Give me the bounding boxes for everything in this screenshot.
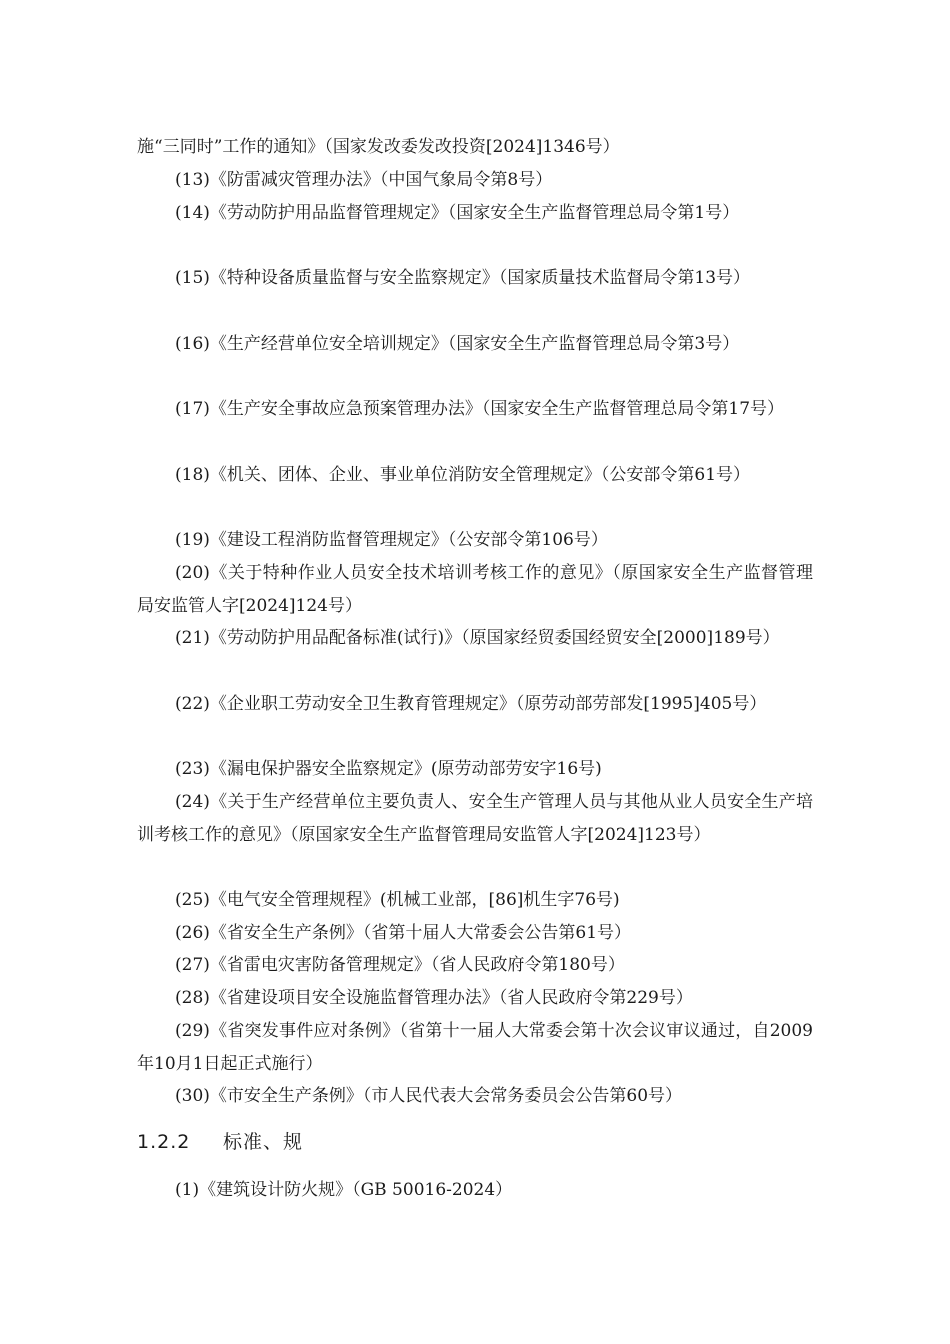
regulation-item-29: (29)《省突发事件应对条例》（省第十一届人大常委会第十次会议审议通过，自2009年10月1日起正式施行）	[137, 1021, 813, 1074]
regulation-item-16: (16)《生产经营单位安全培训规定》（国家安全生产监督管理总局令第3号）	[175, 334, 740, 354]
regulation-item-23: (23)《漏电保护器安全监察规定》(原劳动部劳安字16号)	[175, 759, 602, 779]
regulation-item-14: (14)《劳动防护用品监督管理规定》（国家安全生产监督管理总局令第1号）	[175, 203, 740, 223]
regulation-item-22: (22)《企业职工劳动安全卫生教育管理规定》（原劳动部劳部发[1995]405号）	[175, 694, 767, 714]
section-number: 1.2.2	[137, 1131, 191, 1153]
regulation-item-27: (27)《省雷电灾害防备管理规定》（省人民政府令第180号）	[175, 955, 625, 975]
regulation-item-20: (20)《关于特种作业人员安全技术培训考核工作的意见》（原国家安全生产监督管理局安监管人字[2024]124号）	[137, 563, 813, 616]
regulation-item-30: (30)《市安全生产条例》（市人民代表大会常务委员会公告第60号）	[175, 1086, 683, 1106]
section-title: 标准、规	[223, 1131, 304, 1153]
regulation-item-18: (18)《机关、团体、企业、事业单位消防安全管理规定》（公安部令第61号）	[175, 465, 751, 485]
regulation-item-19: (19)《建设工程消防监督管理规定》（公安部令第106号）	[175, 530, 608, 550]
standard-item-1: (1)《建筑设计防火规》（GB 50016-2024）	[175, 1180, 513, 1200]
regulation-item-24: (24)《关于生产经营单位主要负责人、安全生产管理人员与其他从业人员安全生产培训考核工作的意见》（原国家安全生产监督管理局安监管人字[2024]123号）	[137, 792, 813, 845]
regulation-item-21: (21)《劳动防护用品配备标准(试行)》（原国家经贸委国经贸安全[2000]189号）	[175, 628, 780, 648]
regulation-item-13: (13)《防雷减灾管理办法》（中国气象局令第8号）	[175, 170, 553, 190]
regulation-item-25: (25)《电气安全管理规程》(机械工业部，[86]机生字76号)	[175, 890, 620, 910]
regulation-item-17: (17)《生产安全事故应急预案管理办法》（国家安全生产监督管理总局令第17号）	[175, 399, 785, 419]
regulation-item-15: (15)《特种设备质量监督与安全监察规定》（国家质量技术监督局令第13号）	[175, 268, 751, 288]
regulation-item-continued: 施“三同时”工作的通知》（国家发改委发改投资[2024]1346号）	[137, 137, 620, 157]
section-heading	[137, 1126, 303, 1158]
regulation-item-26: (26)《省安全生产条例》（省第十届人大常委会公告第61号）	[175, 923, 632, 943]
regulation-item-28: (28)《省建设项目安全设施监督管理办法》（省人民政府令第229号）	[175, 988, 693, 1008]
